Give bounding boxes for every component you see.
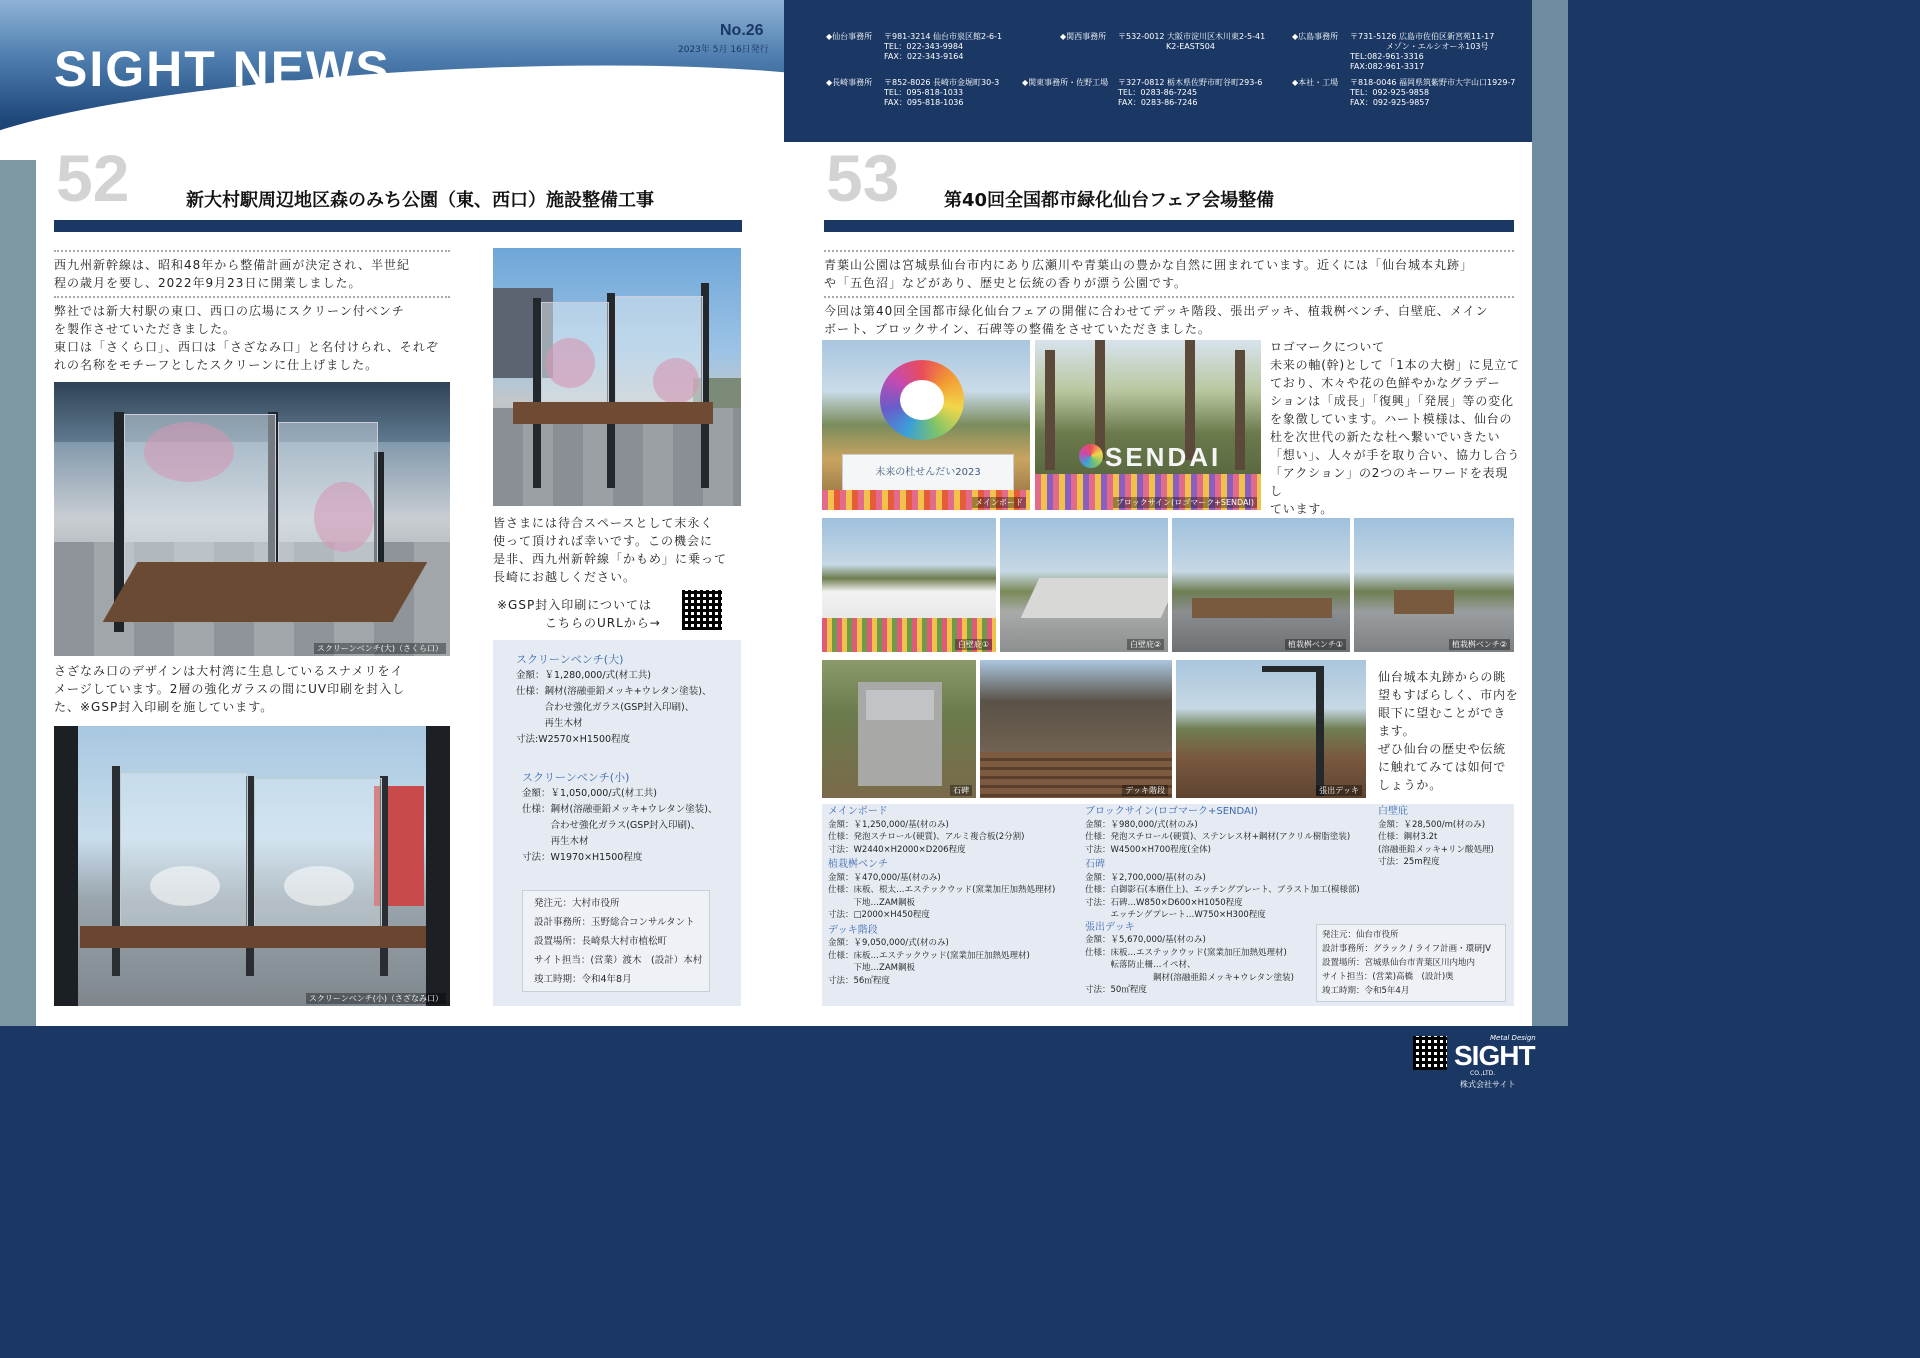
divider [54,250,450,252]
photo-caption: 植栽桝ベンチ② [1449,639,1510,650]
main-board-sign: 未来の杜せんだい2023 [842,454,1014,492]
photo-deck-stairs [980,660,1172,798]
issue-number: No.26 [720,22,764,39]
title-bar-53 [824,220,1514,232]
article-number-52: 52 [56,141,130,215]
body-text-52b: さざなみ口のデザインは大村湾に生息しているスナメリをイ メージしています。2層の強化ガラスの間にUV印刷を封入し た、※GSP封入印刷を施しています。 [54,664,406,714]
intro-text-53: 青葉山公園は宮城県仙台市内にあり広瀬川や青葉山の豊かな自然に囲まれています。近くには「仙台城本丸跡」 や「五色沼」などがあり、歴史と伝統の香りが漂う公園です。 [824,258,1474,290]
photo-caption: デッキ階段 [1122,785,1168,796]
photo-caption: スクリーンベンチ(大)（さくら口） [314,643,446,654]
logo-description: ロゴマークについて 未来の軸(幹)として「1本の大樹」に見立て ており、木々や花の色鮮やかなグラデー ションは「成長」「復興」「発展」等の変化 を象徴しています。ハート模様は、仙台の 杜を次世代の新たな杜へ繋いでいきたい 「想い」、人々が手を取り合い、協力し合う 「アクション」の2つのキーワードを表現し ています。 [1270,340,1521,516]
right-margin-strip [1532,0,1568,1030]
spec-column-1: メインボード 金額：￥1,250,000/基(材のみ) 仕様：発泡スチロール(硬質)、アルミ複合板(2分割) 寸法：W2440×H2000×D206程度 植栽桝ベンチ 金額：￥470,000/基(材のみ) 仕様：床板、根太…エステックウッド(窯業加圧加熱処理材) 下地…ZAM鋼板 寸法：□2000×H450程度 デッキ階段 金額：￥9,050,000/式(材のみ) 仕様：床板…エステックウッド(窯業加圧加熱処理材) 下地…ZAM鋼板 寸法：56㎡程度 [828,806,1056,986]
photo-caption: ブロックサイン(ロゴマーク+SENDAI) [1113,497,1257,508]
divider [824,296,1514,298]
photo-planter-bench-1 [1172,518,1350,652]
article-number-53: 53 [826,141,900,215]
logo-tagline: Metal Design [1490,1034,1536,1042]
gsp-note: ※GSP封入印刷については こちらのURLから→ [497,598,661,630]
view-description: 仙台城本丸跡からの眺 望もすばらしく、市内を 眼下に望むことができ ます。 ぜひ仙台の歴史や伝統 に触れてみては如何で しょうか。 [1378,670,1519,792]
article-title-53: 第40回全国都市緑化仙台フェア会場整備 [944,190,1275,211]
spec-column-3: 白壁庇 金額：￥28,500/m(材のみ) 仕様：鋼材3.2t (溶融亜鉛メッキ+リン酸処理) 寸法：25m程度 [1378,806,1494,867]
photo-stone-monument [822,660,976,798]
footer-band [0,1026,1568,1109]
photo-caption: スクリーンベンチ(小)（さざなみ口） [306,993,446,1004]
photo-caption: メインボード [972,497,1026,508]
photo-block-sign [1035,340,1261,510]
logo-suffix: CO.,LTD. [1470,1070,1496,1077]
project-info-text-53: 発注元：仙台市役所 設計事務所：グラック / ライフ計画・環研JV 設置場所：宮城県仙台市青葉区川内地内 サイト担当：(営業)高橋 (設計)奥 竣工時期：令和5年4月 [1322,930,1491,996]
photo-screen-bench-large [54,382,450,656]
body-text-52a: 弊社では新大村駅の東口、西口の広場にスクリーン付ベンチ を製作させていただきました。 東口は「さくら口」、西口は「さざなみ口」と名付けられ、それぞ れの名称をモチーフとしたスクリーンに仕上げました。 [54,304,439,372]
photo-screen-bench-sakura [493,248,741,506]
spec-large-bench: スクリーンベンチ(大) 金額：￥1,280,000/式(材工共) 仕様：鋼材(溶融亜鉛メッキ+ウレタン塗装)、 合わせ強化ガラス(GSP封入印刷)、 再生木材 寸法:W2570×H1500程度 [516,653,712,745]
photo-screen-bench-small [54,726,450,1006]
intro-text-52: 西九州新幹線は、昭和48年から整備計画が決定され、半世紀 程の歳月を要し、2022年9月23日に開業しました。 [54,258,410,290]
divider [54,296,450,298]
photo-caption: 植栽桝ベンチ① [1285,639,1346,650]
photo-caption: 張出デッキ [1316,785,1362,796]
photo-caption: 白壁庇② [1127,639,1164,650]
footer-qr-code-icon[interactable] [1413,1036,1447,1070]
article-title-52: 新大村駅周辺地区森のみち公園（東、西口）施設整備工事 [186,190,654,211]
divider [824,250,1514,252]
body-text-53: 今回は第40回全国都市緑化仙台フェアの開催に合わせてデッキ階段、張出デッキ、植栽桝ベンチ、白壁庇、メイン ボート、ブロックサイン、石碑等の整備をさせていただきました。 [824,304,1489,336]
company-logo: SIGHT [1454,1040,1535,1071]
spec-small-bench: スクリーンベンチ(小) 金額：￥1,050,000/式(材工共) 仕様：鋼材(溶融亜鉛メッキ+ウレタン塗装)、 合わせ強化ガラス(GSP封入印刷)、 再生木材 寸法：W1970×H1500程度 [522,771,718,863]
body-text-52c: 皆さまには待合スペースとして末永く 使って頂ければ幸いです。この機会に 是非、西九州新幹線「かもめ」に乗って 長崎にお越しください。 [493,516,728,584]
project-info-text-52: 発注元：大村市役所 設計事務所：玉野総合コンサルタント 設置場所：長崎県大村市植松町 サイト担当：(営業）渡木 (設計）本村 竣工時期：令和4年8月 [534,898,703,985]
spec-column-2: ブロックサイン(ロゴマーク+SENDAI) 金額：￥980,000/式(材のみ) 仕様：発泡スチロール(硬質)、ステンレス材+鋼材(アクリル樹脂塗装) 寸法：W4500×H700程度(全体) 石碑 金額：￥2,700,000/基(材のみ) 仕様：白御影石(本磨仕上)、エッチングプレート、ブラスト加工(模様部) 寸法：石碑…W850×D600×H1050程度 エッチングプレート…W750×H300程度 張出デッキ 金額：￥5,670,000/基(材のみ) 仕様：床板…エステックウッド(窯業加圧加熱処理材) 転落防止柵…イペ材、 鋼材(溶融亜鉛メッキ+ウレタン塗装) 寸法：50㎡程度 [1085,806,1360,995]
issue-date: 2023年 5月 16日発行 [678,45,769,55]
sendai-sign: SENDAI [1105,442,1222,472]
photo-caption: 石碑 [950,785,972,796]
photo-white-wall-1 [822,518,996,652]
left-margin-strip [0,120,36,1030]
newsletter-title: SIGHT NEWS [54,41,391,97]
photo-overhang-deck [1176,660,1366,798]
title-bar-52 [54,220,742,232]
photo-main-board [822,340,1030,510]
photo-white-wall-2 [1000,518,1168,652]
qr-code-icon[interactable] [682,590,722,630]
photo-planter-bench-2 [1354,518,1514,652]
photo-caption: 白壁庇① [955,639,992,650]
company-name: 株式会社サイト [1460,1080,1516,1089]
